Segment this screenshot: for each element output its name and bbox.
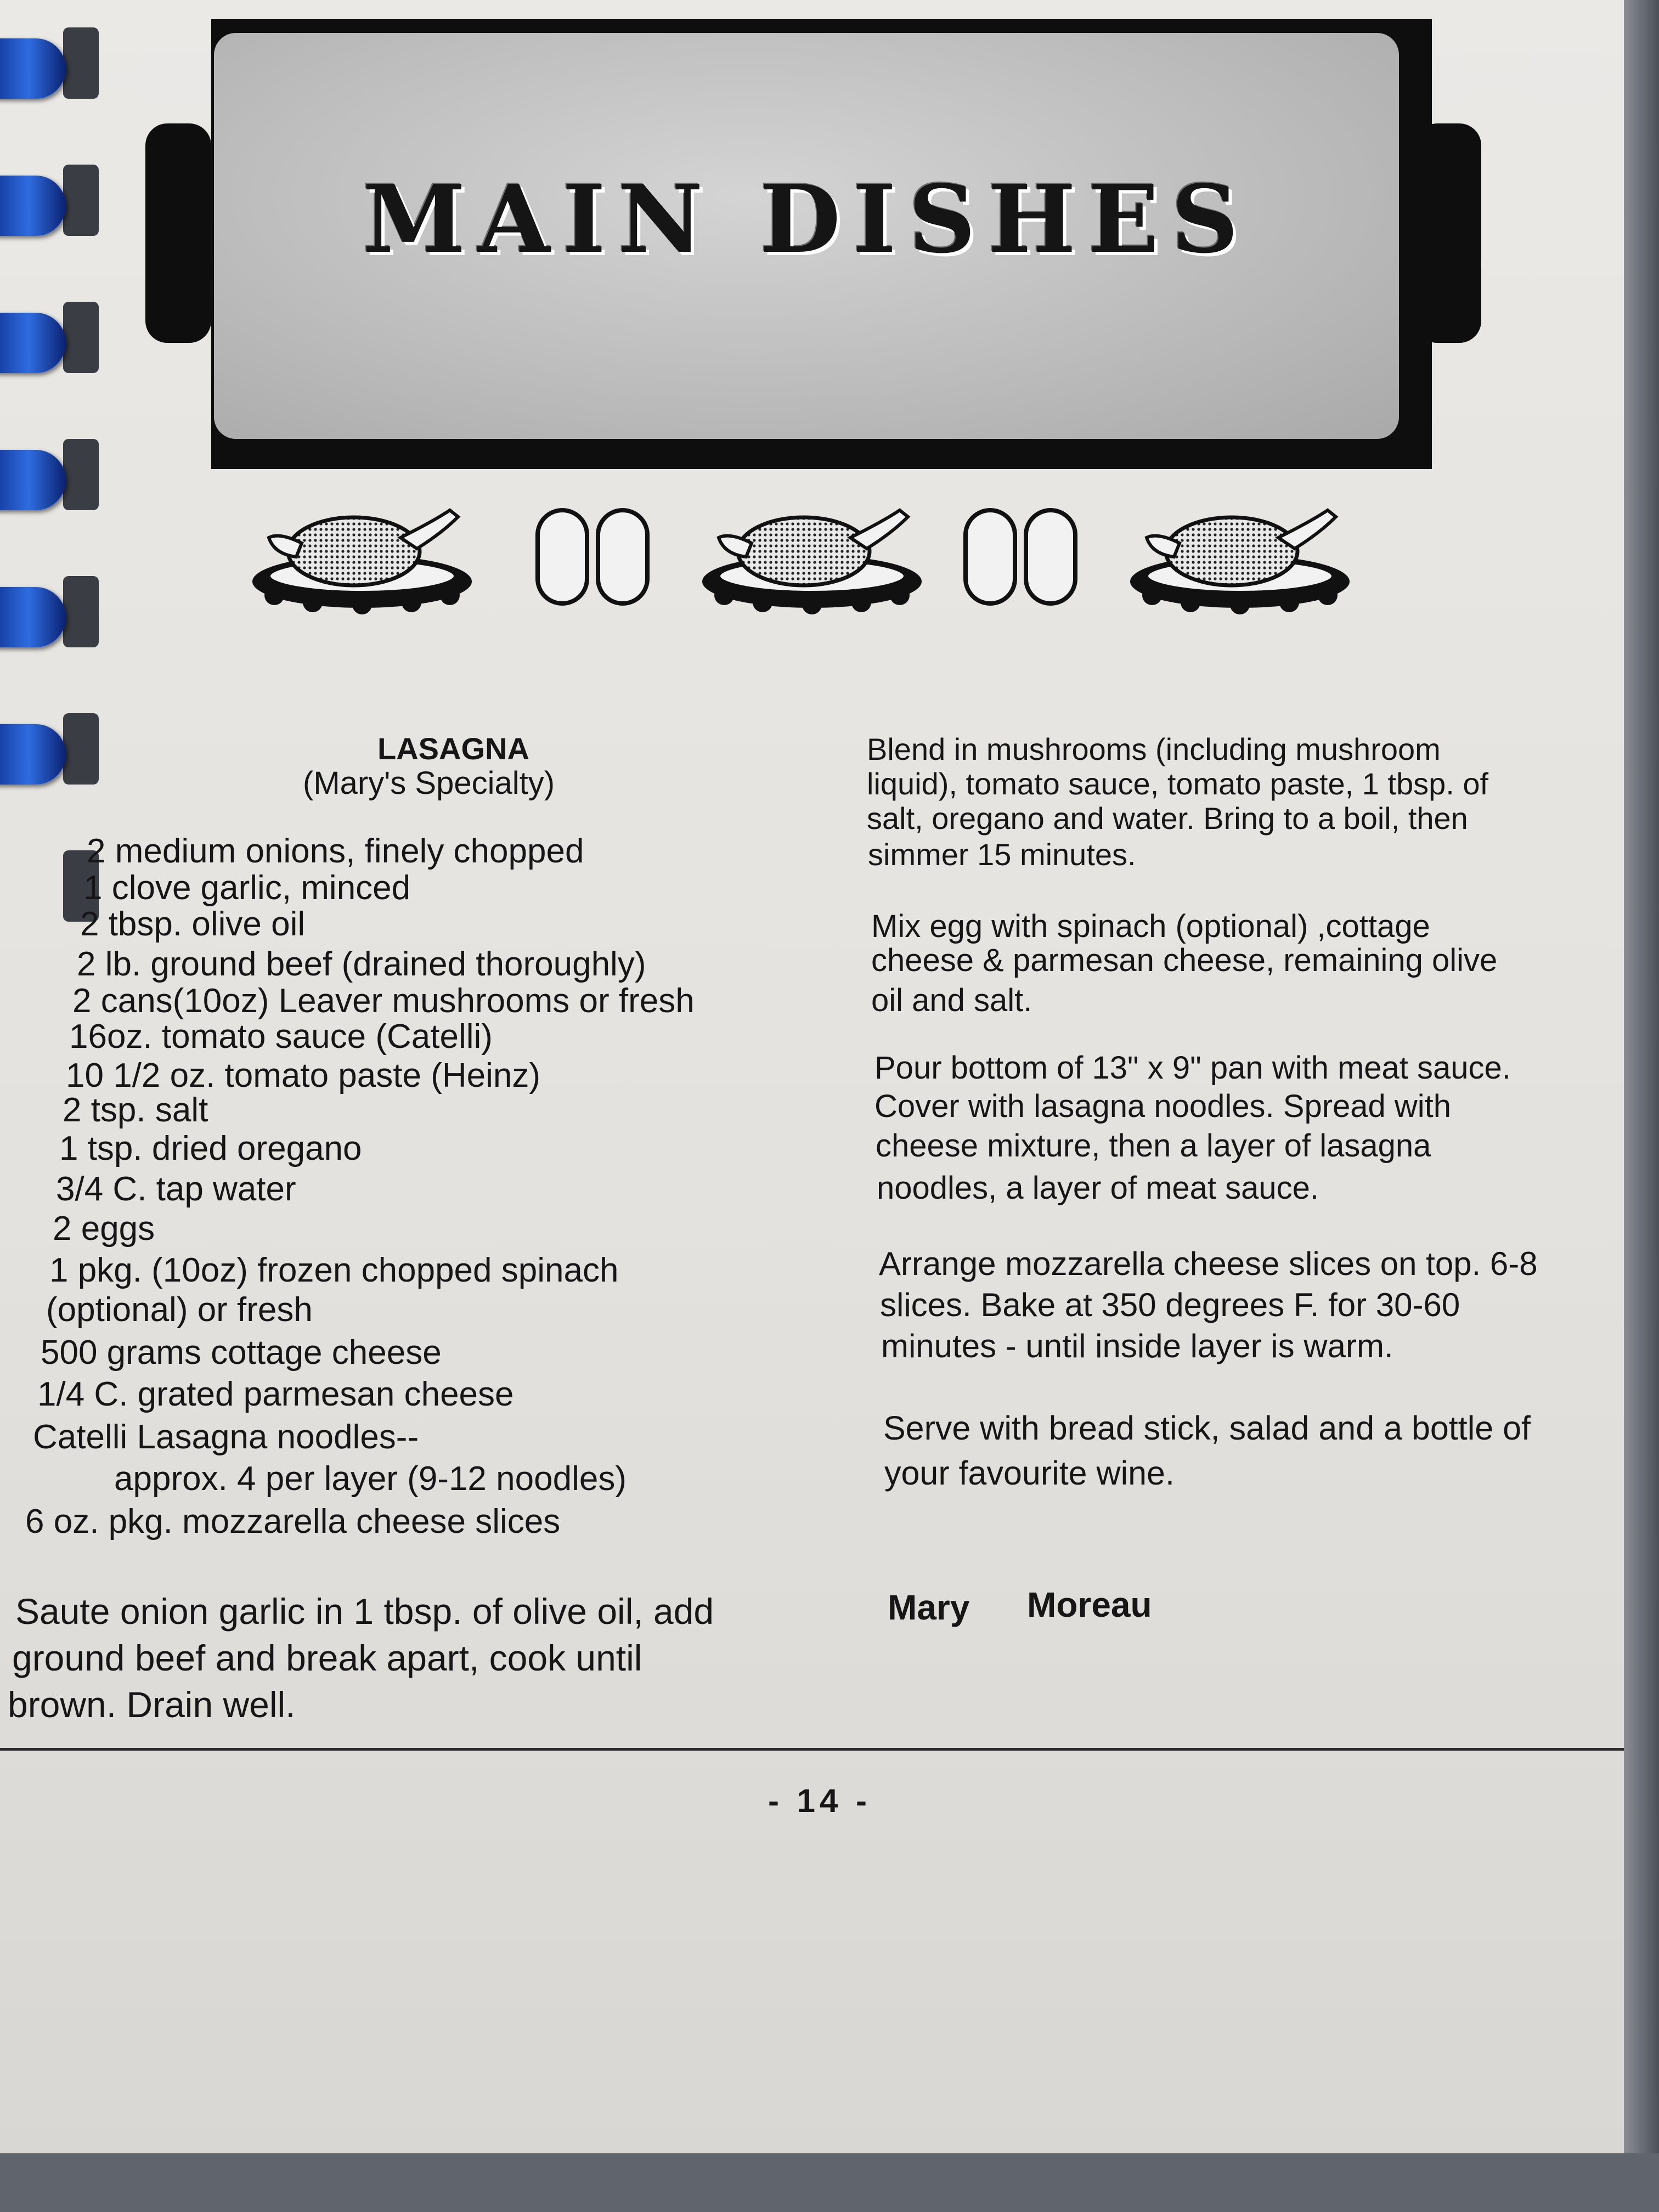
instruction-line: brown. Drain well. (8, 1684, 296, 1725)
turkey-platter-icon (252, 510, 472, 614)
ingredient-item: 2 cans(10oz) Leaver mushrooms or fresh (72, 982, 695, 1020)
author-last-name: Moreau (1027, 1585, 1152, 1624)
ingredient-item: 1 pkg. (10oz) frozen chopped spinach (49, 1251, 619, 1289)
instruction-line: noodles, a layer of meat sauce. (877, 1170, 1319, 1206)
binding-coil (0, 450, 66, 510)
ingredient-item: 1 clove garlic, minced (83, 869, 411, 907)
instruction-line: slices. Bake at 350 degrees F. for 30-60 (880, 1286, 1460, 1323)
instruction-line: cheese mixture, then a layer of lasagna (876, 1128, 1431, 1164)
decorative-turkey-border (252, 488, 1383, 620)
binding-coil (0, 313, 66, 373)
binding-coil (0, 176, 66, 236)
turkey-platter-icon (1130, 510, 1350, 614)
binding-hole (63, 302, 99, 373)
author-first-name: Mary (888, 1588, 970, 1627)
ingredient-item: 2 eggs (53, 1210, 155, 1248)
ingredient-item: Catelli Lasagna noodles-- (33, 1418, 419, 1456)
ingredient-item: 16oz. tomato sauce (Catelli) (69, 1018, 493, 1056)
instruction-line: Cover with lasagna noodles. Spread with (874, 1088, 1452, 1124)
binding-coil (0, 38, 66, 99)
ingredient-item: (optional) or fresh (46, 1291, 313, 1329)
ingredient-item: 2 tsp. salt (63, 1091, 208, 1129)
ingredient-item: 1 tsp. dried oregano (59, 1130, 362, 1167)
ingredient-item: 2 tbsp. olive oil (80, 905, 306, 943)
ingredient-item: 3/4 C. tap water (56, 1170, 296, 1208)
instruction-line: your favourite wine. (884, 1454, 1175, 1492)
instruction-line: minutes - until inside layer is warm. (881, 1328, 1393, 1364)
instruction-line: liquid), tomato sauce, tomato paste, 1 tbsp. of (867, 766, 1489, 801)
page-number: - 14 - (768, 1782, 872, 1819)
page-edge-shadow (1624, 0, 1659, 2153)
instruction-line: Pour bottom of 13" x 9" pan with meat sauce. (874, 1050, 1511, 1086)
salt-pepper-shakers-icon (538, 510, 647, 603)
banner-handle-left (145, 123, 211, 343)
turkey-platter-icon (702, 510, 922, 614)
binding-hole (63, 713, 99, 785)
instruction-line: Arrange mozzarella cheese slices on top. 6-8 (879, 1245, 1538, 1282)
binding-coil (0, 724, 66, 785)
ingredient-item: 1/4 C. grated parmesan cheese (37, 1375, 514, 1413)
instruction-line: oil and salt. (871, 983, 1032, 1018)
binding-hole (63, 27, 99, 99)
recipe-subtitle: (Mary's Specialty) (303, 765, 555, 801)
instruction-line: ground beef and break apart, cook until (12, 1638, 642, 1678)
binding-hole (63, 439, 99, 510)
instruction-line: Serve with bread stick, salad and a bottle of (883, 1409, 1531, 1447)
ingredient-item: 2 lb. ground beef (drained thoroughly) (77, 945, 646, 983)
footer-rule (0, 1748, 1629, 1751)
binding-coil (0, 587, 66, 647)
instruction-line: salt, oregano and water. Bring to a boil, then (867, 801, 1468, 836)
ingredient-item: approx. 4 per layer (9-12 noodles) (114, 1460, 627, 1498)
instruction-line: Blend in mushrooms (including mushroom (867, 732, 1441, 766)
instruction-line: Mix egg with spinach (optional) ,cottage (871, 909, 1430, 944)
section-title: MAIN DISHES (362, 165, 1251, 274)
binding-hole (63, 576, 99, 647)
ingredient-item: 6 oz. pkg. mozzarella cheese slices (25, 1503, 561, 1541)
ingredient-item: 2 medium onions, finely chopped (87, 832, 584, 870)
instruction-line: Saute onion garlic in 1 tbsp. of olive oil, add (15, 1591, 714, 1632)
recipe-title: LASAGNA (377, 731, 529, 766)
ingredient-item: 10 1/2 oz. tomato paste (Heinz) (66, 1057, 541, 1094)
instruction-line: simmer 15 minutes. (868, 837, 1136, 872)
ingredient-item: 500 grams cottage cheese (41, 1334, 442, 1372)
instruction-line: cheese & parmesan cheese, remaining olive (871, 943, 1498, 978)
spiral-binding (0, 22, 110, 955)
salt-pepper-shakers-icon (966, 510, 1075, 603)
binding-hole (63, 165, 99, 236)
